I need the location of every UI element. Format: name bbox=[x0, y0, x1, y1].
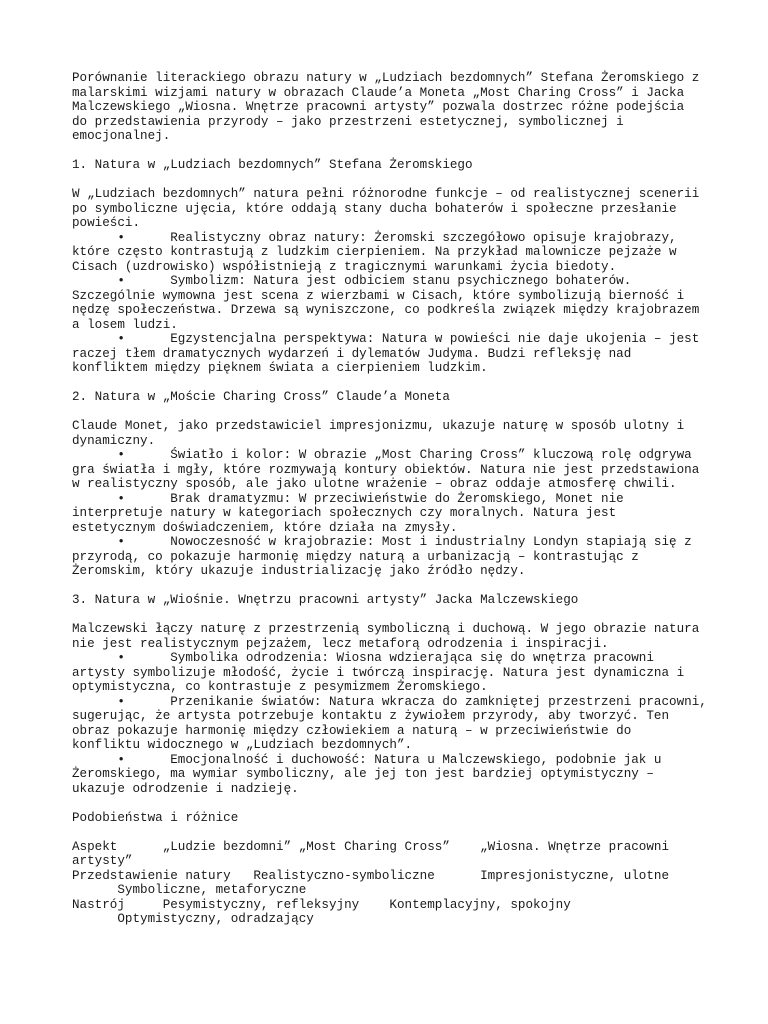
section-body-zeromski bbox=[72, 187, 712, 376]
spacer bbox=[72, 173, 712, 188]
text-line: interpretuje natury w kategoriach społecznych czy moralnych. Natura jest bbox=[72, 506, 617, 520]
text-line: W „Ludziach bezdomnych” natura pełni różnorodne funkcje – od realistycznej scenerii bbox=[72, 187, 700, 201]
spacer bbox=[72, 579, 712, 594]
text-line: Malczewski łączy naturę z przestrzenią symboliczną i duchową. W jego obrazie natura bbox=[72, 622, 700, 636]
spacer bbox=[72, 608, 712, 623]
text-line: • Realistyczny obraz natury: Żeromski szczegółowo opisuje krajobrazy, bbox=[72, 230, 677, 245]
text-line: gra światła i mgły, które rozmywają kontury obiektów. Natura nie jest przedstawiona bbox=[72, 462, 700, 477]
text-line: konfliktu widocznego w „Ludziach bezdomnych”. bbox=[72, 738, 413, 752]
text-line: estetycznym doświadczeniem, które działa na zmysły. bbox=[72, 520, 458, 535]
text-line: • Symbolizm: Natura jest odbiciem stanu psychicznego bohaterów. bbox=[72, 274, 632, 288]
text-line: konfliktem między pięknem świata a cierpieniem ludzkim. bbox=[72, 361, 488, 375]
table-line: Optymistyczny, odradzający bbox=[72, 912, 314, 926]
text-line: a losem ludzi. bbox=[72, 317, 178, 332]
intro-line: emocjonalnej. bbox=[72, 129, 171, 143]
text-line: optymistyczna, co kontrastuje z pesymizmem Żeromskiego. bbox=[72, 680, 488, 694]
text-line: • Brak dramatyzmu: W przeciwieństwie do Żeromskiego, Monet nie bbox=[72, 491, 624, 506]
spacer bbox=[72, 144, 712, 159]
text-line: przyrodą, co pokazuje harmonię między naturą a urbanizacją – kontrastując z bbox=[72, 549, 639, 564]
text-line: artysty symbolizuje młodość, życie i twórczą inspirację. Natura jest dynamiczna i bbox=[72, 665, 685, 680]
intro-line: Porównanie literackiego obrazu natury w „Ludziach bezdomnych” Stefana Żeromskiego z bbox=[72, 71, 700, 85]
text-line: • Światło i kolor: W obrazie „Most Charing Cross” kluczową rolę odgrywa bbox=[72, 448, 692, 462]
section-heading-malczewski: 3. Natura w „Wiośnie. Wnętrzu pracowni artysty” Jacka Malczewskiego bbox=[72, 593, 579, 607]
spacer bbox=[72, 796, 712, 811]
text-line: • Nowoczesność w krajobrazie: Most i industrialny Londyn stapiają się z bbox=[72, 535, 692, 549]
text-line: • Symbolika odrodzenia: Wiosna wdzierająca się do wnętrza pracowni bbox=[72, 651, 654, 665]
spacer bbox=[72, 405, 712, 420]
text-line: raczej tłem dramatycznych wydarzeń i dylematów Judyma. Budzi refleksję nad bbox=[72, 346, 632, 361]
intro-line: Malczewskiego „Wiosna. Wnętrze pracowni artysty” pozwala dostrzec różne podejścia bbox=[72, 100, 685, 114]
document-page bbox=[72, 71, 712, 927]
section-body-monet bbox=[72, 419, 712, 579]
intro-line: malarskimi wizjami natury w obrazach Claude’a Moneta „Most Charing Cross” i Jacka bbox=[72, 85, 685, 100]
intro-paragraph bbox=[72, 71, 712, 144]
text-line: nędzę społeczeństwa. Drzewa są wyniszczone, co podkreśla związek między krajobrazem bbox=[72, 303, 700, 317]
spacer bbox=[72, 825, 712, 840]
table-line: Przedstawienie natury Realistyczno-symboliczne Impresjonistyczne, ulotne bbox=[72, 868, 670, 883]
text-line: ukazuje odrodzenie i nadzieję. bbox=[72, 781, 299, 796]
text-line: w realistyczny sposób, ale jako ulotne wrażenie – obraz oddaje atmosferę chwili. bbox=[72, 477, 677, 491]
text-line: • Egzystencjalna perspektywa: Natura w powieści nie daje ukojenia – jest bbox=[72, 332, 700, 346]
text-line: Żeromskiego, ma wymiar symboliczny, ale jej ton jest bardziej optymistyczny – bbox=[72, 767, 654, 781]
spacer bbox=[72, 376, 712, 391]
text-line: nie jest realistycznym pejzażem, lecz metaforą odrodzenia i inspiracji. bbox=[72, 636, 609, 651]
table-line: Aspekt „Ludzie bezdomni” „Most Charing Cross” „Wiosna. Wnętrze pracowni bbox=[72, 839, 670, 854]
text-line: po symboliczne ujęcia, które oddają stany ducha bohaterów i społeczne przesłanie bbox=[72, 201, 677, 216]
text-line: Szczególnie wymowna jest scena z wierzbami w Cisach, które symbolizują bierność i bbox=[72, 288, 685, 303]
intro-line: do przedstawienia przyrody – jako przestrzeni estetycznej, symbolicznej i bbox=[72, 114, 624, 129]
table-line: Nastrój Pesymistyczny, refleksyjny Kontemplacyjny, spokojny bbox=[72, 897, 571, 912]
text-line: sugerując, że artysta potrzebuje kontaktu z żywiołem przyrody, aby tworzyć. Ten bbox=[72, 709, 670, 723]
text-line: Żeromskim, który ukazuje industrializację jako źródło nędzy. bbox=[72, 564, 526, 578]
table-line: Symboliczne, metaforyczne bbox=[72, 883, 307, 897]
text-line: • Emocjonalność i duchowość: Natura u Malczewskiego, podobnie jak u bbox=[72, 752, 662, 767]
text-line: obraz pokazuje harmonię między człowiekiem a naturą – w przeciwieństwie do bbox=[72, 723, 632, 738]
text-line: dynamiczny. bbox=[72, 433, 156, 448]
table-line: artysty” bbox=[72, 854, 133, 868]
text-line: Claude Monet, jako przedstawiciel impresjonizmu, ukazuje naturę w sposób ulotny i bbox=[72, 419, 685, 433]
section-heading-monet: 2. Natura w „Moście Charing Cross” Claude’a Moneta bbox=[72, 390, 450, 404]
section-heading-comparison: Podobieństwa i różnice bbox=[72, 810, 239, 825]
text-line: które często kontrastują z ludzkim cierpieniem. Na przykład malownicze pejzaże w bbox=[72, 245, 677, 259]
section-heading-zeromski: 1. Natura w „Ludziach bezdomnych” Stefana Żeromskiego bbox=[72, 158, 473, 172]
text-line: Cisach (uzdrowisko) współistnieją z tragicznymi warunkami życia biedoty. bbox=[72, 259, 617, 274]
comparison-table-text bbox=[72, 840, 712, 927]
text-line: • Przenikanie światów: Natura wkracza do zamkniętej przestrzeni pracowni, bbox=[72, 694, 707, 709]
text-line: powieści. bbox=[72, 216, 141, 230]
section-body-malczewski bbox=[72, 622, 712, 796]
